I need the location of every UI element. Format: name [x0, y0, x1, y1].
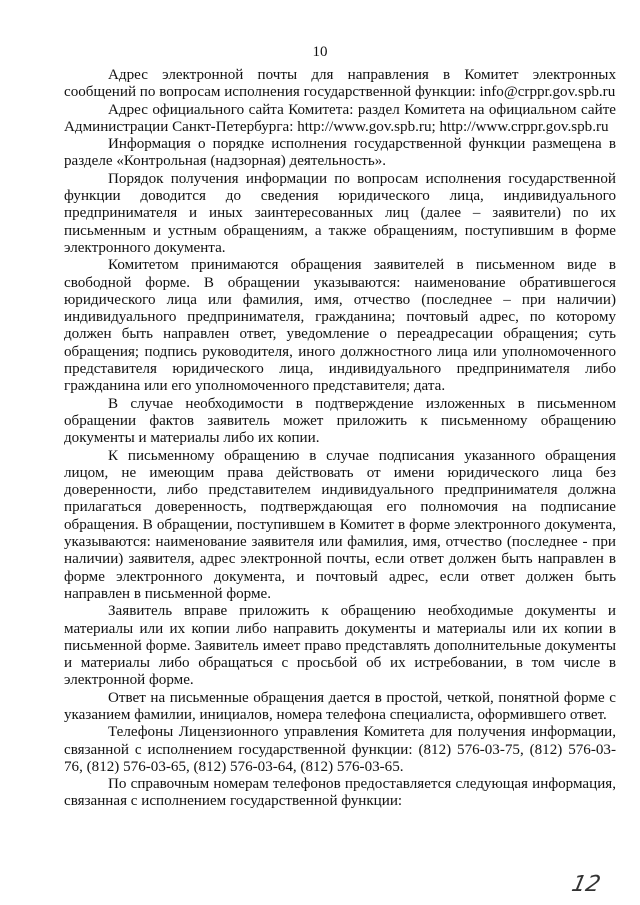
paragraph-response-form: Ответ на письменные обращения дается в простой, четкой, понятной форме с указанием фамилии, инициалов, номера телефона специалиста, оформившего ответ. [64, 689, 616, 723]
paragraph-info-procedure: Порядок получения информации по вопросам исполнения государственной функции доводится до сведения юридического лица, индивидуального предпринимателя и иных заинтересованных лиц (далее – заявители) по их письменным и устным обращениям, а также обращениям, поступившим в форме электронного документа. [64, 170, 616, 256]
paragraph-reference-info: По справочным номерам телефонов предоставляется следующая информация, связанная с исполнением государственной функции: [64, 776, 616, 810]
paragraph-applicant-rights: Заявитель вправе приложить к обращению необходимые документы и материалы или их копии либо направить документы и материалы или их копии в письменной форме. Заявитель имеет право представлять дополнительные документы и материалы либо обращаться с просьбой об их истребовании, в том числе в электронной форме. [64, 603, 616, 689]
document-body [64, 67, 616, 811]
paragraph-supporting-documents: В случае необходимости в подтверждение изложенных в письменном обращении фактов заявитель может приложить к письменному обращению документы и материалы либо их копии. [64, 395, 616, 447]
handwritten-page-mark: 12 [569, 872, 603, 897]
page-number: 10 [312, 44, 328, 60]
paragraph-phone-numbers: Телефоны Лицензионного управления Комитета для получения информации, связанной с исполнением государственной функции: (812) 576-03-75, (812) 576-03-76, (812) 576-03-65, (812) 576-03-64, (812) 576-03-65. [64, 724, 616, 775]
paragraph-power-of-attorney: К письменному обращению в случае подписания указанного обращения лицом, не имеющим права действовать от имени юридического лица без доверенности, либо представителем индивидуального предпринимателя должна прилагаться доверенность, подтверждающая его полномочия на подписание обращения. В обращении, поступившем в Комитет в форме электронного документа, указываются: наименование заявителя или фамилия, имя, отчество (последнее - при наличии) заявителя, адрес электронной почты, если ответ должен быть направлен в форме электронного документа, и почтовый адрес, если ответ должен быть направлен в письменной форме. [64, 447, 616, 602]
paragraph-written-requests: Комитетом принимаются обращения заявителей в письменном виде в свободной форме. В обращении указываются: наименование обратившегося юридического лица или фамилия, имя, отчество (последнее – при наличии) индивидуального предпринимателя, гражданина; почтовый адрес, по которому должен быть направлен ответ, уведомление о переадресации обращения; суть обращения; подпись руководителя, иного должностного лица или уполномоченного представителя юридического лица, индивидуального предпринимателя либо гражданина или его уполномоченного представителя; дата. [64, 257, 616, 395]
paragraph-info-location: Информация о порядке исполнения государственной функции размещена в разделе «Контрольная (надзорная) деятельность». [64, 136, 616, 170]
paragraph-website-address: Адрес официального сайта Комитета: раздел Комитета на официальном сайте Администрации Санкт-Петербурга: http://www.gov.spb.ru; http://www.crppr.gov.spb.ru [64, 101, 616, 135]
paragraph-email-address: Адрес электронной почты для направления в Комитет электронных сообщений по вопросам исполнения государственной функции: info@crppr.gov.spb.ru [64, 67, 616, 101]
